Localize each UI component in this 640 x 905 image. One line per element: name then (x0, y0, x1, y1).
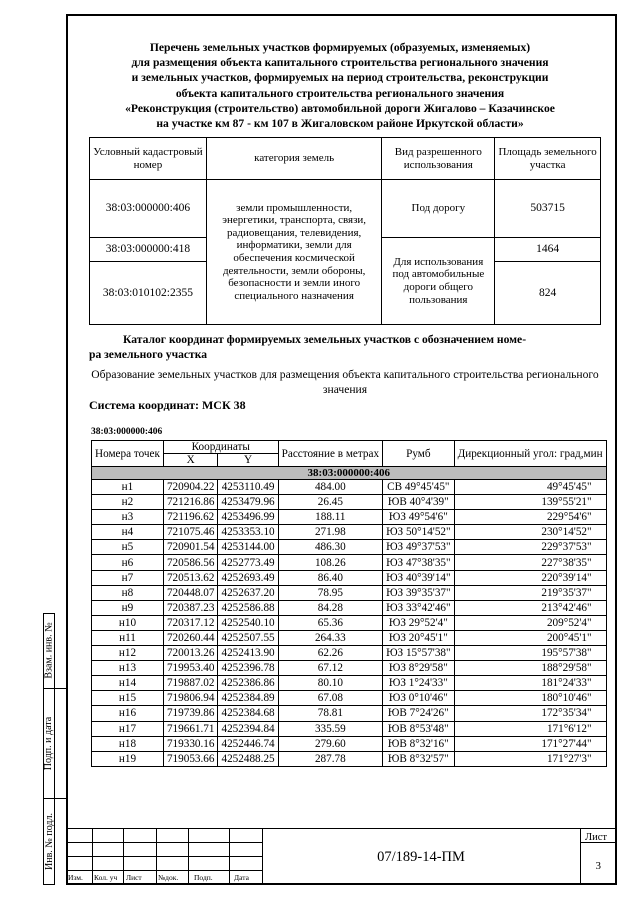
x-cell: 721216.86 (163, 495, 218, 510)
distance-cell: 80.10 (278, 676, 382, 691)
y-cell: 4253110.49 (218, 480, 278, 495)
y-cell: 4252586.88 (218, 600, 278, 615)
x-cell: 721075.46 (163, 525, 218, 540)
rumb-cell: ЮЗ 47°38'35" (383, 555, 455, 570)
use-cell: Под дорогу (382, 180, 495, 238)
table-row (92, 630, 607, 645)
table-row (92, 615, 607, 630)
area-cell: 824 (495, 262, 601, 325)
rumb-cell: ЮЗ 50°14'52" (383, 525, 455, 540)
y-cell: 4252384.89 (218, 691, 278, 706)
rumb-cell: ЮВ 8°53'48" (383, 721, 455, 736)
azimuth-cell: 213°42'46" (454, 600, 606, 615)
rumb-cell: ЮЗ 29°52'4" (383, 615, 455, 630)
parcels-table (89, 137, 601, 325)
table-row (92, 525, 607, 540)
rumb-cell: ЮЗ 40°39'14" (383, 570, 455, 585)
rumb-cell: ЮВ 7°24'26" (383, 706, 455, 721)
y-cell: 4252507.55 (218, 630, 278, 645)
x-cell: 719053.66 (163, 751, 218, 766)
x-cell: 720013.26 (163, 646, 218, 661)
point-cell: н9 (92, 600, 164, 615)
y-cell: 4252637.20 (218, 585, 278, 600)
point-cell: н6 (92, 555, 164, 570)
y-cell: 4252396.78 (218, 661, 278, 676)
x-cell: 720387.23 (163, 600, 218, 615)
kad-cell: 38:03:010102:2355 (90, 262, 207, 325)
table-row (92, 736, 607, 751)
distance-cell: 335.59 (278, 721, 382, 736)
distance-cell: 26.45 (278, 495, 382, 510)
rumb-cell: ЮВ 8°32'57" (383, 751, 455, 766)
y-cell: 4253353.10 (218, 525, 278, 540)
rumb-cell: ЮЗ 8°29'58" (383, 661, 455, 676)
stamp-label: Изм. (68, 873, 83, 882)
y-cell: 4252394.84 (218, 721, 278, 736)
header-distance: Расстояние в метрах (278, 441, 382, 467)
kad-cell: 38:03:000000:418 (90, 238, 207, 262)
azimuth-cell: 230°14'52" (454, 525, 606, 540)
distance-cell: 86.40 (278, 570, 382, 585)
table-row (92, 555, 607, 570)
header-point: Номера точек (92, 441, 164, 467)
header-area: Площадь земельного участка (495, 138, 601, 180)
stamp-label: №док. (158, 873, 179, 882)
point-cell: н1 (92, 480, 164, 495)
table-row (92, 600, 607, 615)
x-cell: 719953.40 (163, 661, 218, 676)
point-cell: н18 (92, 736, 164, 751)
x-cell: 721196.62 (163, 510, 218, 525)
x-cell: 720448.07 (163, 585, 218, 600)
rumb-cell: ЮЗ 20°45'1" (383, 630, 455, 645)
x-cell: 719806.94 (163, 691, 218, 706)
distance-cell: 287.78 (278, 751, 382, 766)
category-cell: земли промышленности, энергетики, транспорта, связи, радиовещания, телевидения, информатики, земли для обеспечения космической деятельности, земли обороны, безопасности и земли иного специального назначения (206, 180, 382, 325)
distance-cell: 486.30 (278, 540, 382, 555)
header-use: Вид разрешенного использования (382, 138, 495, 180)
point-cell: н7 (92, 570, 164, 585)
azimuth-cell: 180°10'46" (454, 691, 606, 706)
y-cell: 4252540.10 (218, 615, 278, 630)
x-cell: 720260.44 (163, 630, 218, 645)
header-y: Y (218, 454, 278, 467)
table-row (92, 510, 607, 525)
azimuth-cell: 171°27'3" (454, 751, 606, 766)
azimuth-cell: 195°57'38" (454, 646, 606, 661)
title-line: и земельных участков, формируемых на период строительства, реконструкции (131, 71, 549, 85)
rumb-cell: ЮЗ 39°35'37" (383, 585, 455, 600)
table-row (92, 646, 607, 661)
distance-cell: 484.00 (278, 480, 382, 495)
table-row (92, 691, 607, 706)
table-row (92, 495, 607, 510)
sheet-label: Лист (585, 832, 607, 843)
x-cell: 719661.71 (163, 721, 218, 736)
y-cell: 4252446.74 (218, 736, 278, 751)
azimuth-cell: 49°45'45" (454, 480, 606, 495)
x-cell: 720901.54 (163, 540, 218, 555)
x-cell: 719887.02 (163, 676, 218, 691)
stamp-label: Дата (234, 873, 249, 882)
x-cell: 720586.56 (163, 555, 218, 570)
point-cell: н14 (92, 676, 164, 691)
y-cell: 4253144.00 (218, 540, 278, 555)
azimuth-cell: 200°45'1" (454, 630, 606, 645)
azimuth-cell: 139°55'21" (454, 495, 606, 510)
point-cell: н17 (92, 721, 164, 736)
point-cell: н5 (92, 540, 164, 555)
catalog-purpose: Образование земельных участков для размещения объекта капитального строительства регионального значения (91, 368, 599, 396)
rumb-cell: ЮЗ 1°24'33" (383, 676, 455, 691)
title-block-stamp (66, 828, 617, 885)
header-x: X (163, 454, 218, 467)
x-cell: 719330.16 (163, 736, 218, 751)
x-cell: 720513.62 (163, 570, 218, 585)
azimuth-cell: 229°37'53" (454, 540, 606, 555)
table-row (92, 480, 607, 495)
document-title (85, 40, 595, 131)
point-cell: н11 (92, 630, 164, 645)
table-row (92, 676, 607, 691)
distance-cell: 84.28 (278, 600, 382, 615)
parcel-label: 38:03:000000:406 (91, 427, 163, 437)
table-row (92, 706, 607, 721)
side-inv: Инв. № подл. (43, 813, 55, 870)
use-cell: Для использования под автомобильные дороги общего пользования (382, 238, 495, 325)
distance-cell: 264.33 (278, 630, 382, 645)
rumb-cell: ЮЗ 0°10'46" (383, 691, 455, 706)
point-cell: н8 (92, 585, 164, 600)
y-cell: 4252773.49 (218, 555, 278, 570)
y-cell: 4252488.25 (218, 751, 278, 766)
catalog-title (89, 332, 601, 362)
header-coords: Координаты (163, 441, 278, 454)
point-cell: н2 (92, 495, 164, 510)
azimuth-cell: 219°35'37" (454, 585, 606, 600)
distance-cell: 108.26 (278, 555, 382, 570)
table-row (92, 721, 607, 736)
point-cell: н12 (92, 646, 164, 661)
rumb-cell: СВ 49°45'45" (383, 480, 455, 495)
side-vzam: Взам. инв. № (43, 622, 55, 679)
coordinates-table (91, 440, 607, 767)
rumb-cell: ЮЗ 15°57'38" (383, 646, 455, 661)
azimuth-cell: 172°35'34" (454, 706, 606, 721)
x-cell: 719739.86 (163, 706, 218, 721)
table-row (92, 570, 607, 585)
title-line: объекта капитального строительства регионального значения (175, 86, 505, 100)
table-row (92, 540, 607, 555)
point-cell: н3 (92, 510, 164, 525)
point-cell: н13 (92, 661, 164, 676)
group-row: 38:03:000000:406 (92, 467, 607, 480)
azimuth-cell: 220°39'14" (454, 570, 606, 585)
table-row (92, 751, 607, 766)
azimuth-cell: 227°38'35" (454, 555, 606, 570)
x-cell: 720904.22 (163, 480, 218, 495)
stamp-label: Кол. уч (94, 873, 118, 882)
distance-cell: 271.98 (278, 525, 382, 540)
azimuth-cell: 181°24'33" (454, 676, 606, 691)
distance-cell: 188.11 (278, 510, 382, 525)
azimuth-cell: 188°29'58" (454, 661, 606, 676)
side-stamp (43, 613, 66, 885)
title-line: на участке км 87 - км 107 в Жигаловском районе Иркутской области» (156, 117, 524, 131)
distance-cell: 78.81 (278, 706, 382, 721)
y-cell: 4252386.86 (218, 676, 278, 691)
title-line: Перечень земельных участков формируемых (образуемых, изменяемых) (149, 41, 531, 54)
distance-cell: 78.95 (278, 585, 382, 600)
stamp-label: Подп. (194, 873, 213, 882)
point-cell: н16 (92, 706, 164, 721)
y-cell: 4252384.68 (218, 706, 278, 721)
distance-cell: 279.60 (278, 736, 382, 751)
azimuth-cell: 209°52'4" (454, 615, 606, 630)
title-line: для размещения объекта капитального строительства регионального значения (131, 56, 549, 70)
table-row (92, 585, 607, 600)
azimuth-cell: 171°27'44" (454, 736, 606, 751)
document-code: 07/189-14-ПМ (377, 849, 465, 865)
side-podp: Подп. и дата (43, 716, 55, 770)
catalog-title-line: Каталог координат формируемых земельных участков с обозначением номе- (123, 333, 527, 346)
catalog-title-line: ра земельного участка (89, 348, 208, 361)
sheet-number: 3 (595, 860, 601, 872)
header-azimuth: Дирекционный угол: град,мин (454, 441, 606, 467)
y-cell: 4252413.90 (218, 646, 278, 661)
distance-cell: 67.08 (278, 691, 382, 706)
distance-cell: 67.12 (278, 661, 382, 676)
rumb-cell: ЮЗ 49°37'53" (383, 540, 455, 555)
point-cell: н10 (92, 615, 164, 630)
table-row (92, 661, 607, 676)
x-cell: 720317.12 (163, 615, 218, 630)
coordinate-system: Система координат: МСК 38 (89, 398, 246, 412)
point-cell: н4 (92, 525, 164, 540)
rumb-cell: ЮВ 40°4'39" (383, 495, 455, 510)
azimuth-cell: 171°6'12" (454, 721, 606, 736)
kad-cell: 38:03:000000:406 (90, 180, 207, 238)
distance-cell: 65.36 (278, 615, 382, 630)
point-cell: н15 (92, 691, 164, 706)
rumb-cell: ЮЗ 33°42'46" (383, 600, 455, 615)
title-line: «Реконструкция (строительство) автомобильной дороги Жигалово – Казачинское (125, 101, 555, 115)
header-kad: Условный кадастровый номер (90, 138, 207, 180)
stamp-label: Лист (126, 873, 142, 882)
y-cell: 4253479.96 (218, 495, 278, 510)
y-cell: 4252693.49 (218, 570, 278, 585)
area-cell: 503715 (495, 180, 601, 238)
y-cell: 4253496.99 (218, 510, 278, 525)
header-rumb: Румб (383, 441, 455, 467)
area-cell: 1464 (495, 238, 601, 262)
rumb-cell: ЮВ 8°32'16" (383, 736, 455, 751)
header-category: категория земель (206, 138, 382, 180)
distance-cell: 62.26 (278, 646, 382, 661)
rumb-cell: ЮЗ 49°54'6" (383, 510, 455, 525)
azimuth-cell: 229°54'6" (454, 510, 606, 525)
point-cell: н19 (92, 751, 164, 766)
